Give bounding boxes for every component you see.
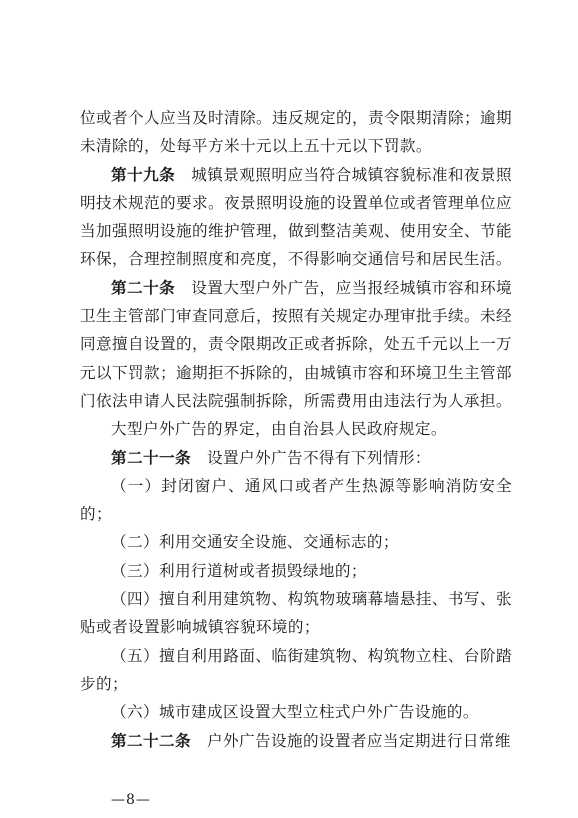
- list-item-4: [80, 585, 512, 642]
- list-item-2: [80, 528, 512, 556]
- paragraph-text: 设置大型户外广告，应当报经城镇市容和环境卫生主管部门审查同意后，按照有关规定办理审批手续。未经同意擅自设置的，责令限期改正或者拆除，处五千元以上一万元以下罚款；逾期拒不拆除的，由城镇市容和环境卫生主管部门依法申请人民法院强制拆除，所需费用由违法行为人承担。: [80, 278, 512, 410]
- list-item-1: [80, 472, 512, 529]
- paragraph-text: 位或者个人应当及时清除。违反规定的，责令限期清除；逾期未清除的，处每平方米十元以上五十元以下罚款。: [80, 109, 512, 156]
- list-item-3: [80, 557, 512, 585]
- article-heading: 第十九条: [111, 165, 176, 184]
- list-item-text: （三）利用行道树或者损毁绿地的；: [111, 561, 367, 580]
- list-item-6: [80, 698, 512, 726]
- paragraph-article-19: [80, 161, 512, 274]
- list-item-text: （一）封闭窗户、通风口或者产生热源等影响消防安全的；: [80, 476, 512, 524]
- paragraph-text: 城镇景观照明应当符合城镇容貌标准和夜景照明技术规范的要求。夜景照明设施的设置单位或者管理单位应当加强照明设施的维护管理，做到整洁美观、使用安全、节能环保，合理控制照度和亮度，不得影响交通信号和居民生活。: [80, 165, 512, 269]
- paragraph-text: 大型户外广告的界定，由自治县人民政府规定。: [111, 420, 447, 439]
- paragraph-continuation: [80, 104, 512, 161]
- list-item-text: （六）城市建成区设置大型立柱式户外广告设施的。: [111, 703, 479, 722]
- list-item-5: [80, 642, 512, 699]
- paragraph-article-20: [80, 274, 512, 415]
- body-text: [80, 104, 512, 755]
- article-heading: 第二十二条: [111, 731, 191, 750]
- paragraph-article-22: [80, 727, 512, 755]
- paragraph-definition: [80, 415, 512, 443]
- paragraph-article-21: [80, 444, 512, 472]
- article-heading: 第二十一条: [111, 448, 191, 467]
- list-item-text: （五）擅自利用路面、临街建筑物、构筑物立柱、台阶踏步的；: [80, 646, 512, 693]
- list-item-text: （二）利用交通安全设施、交通标志的；: [111, 533, 399, 552]
- page-number: —8—: [111, 792, 151, 808]
- article-heading: 第二十条: [111, 278, 176, 297]
- list-item-text: （四）擅自利用建筑物、构筑物玻璃幕墙悬挂、书写、张贴或者设置影响城镇容貌环境的；: [80, 590, 512, 637]
- paragraph-text: 设置户外广告不得有下列情形：: [190, 448, 431, 467]
- paragraph-text: 户外广告设施的设置者应当定期进行日常维: [190, 731, 511, 750]
